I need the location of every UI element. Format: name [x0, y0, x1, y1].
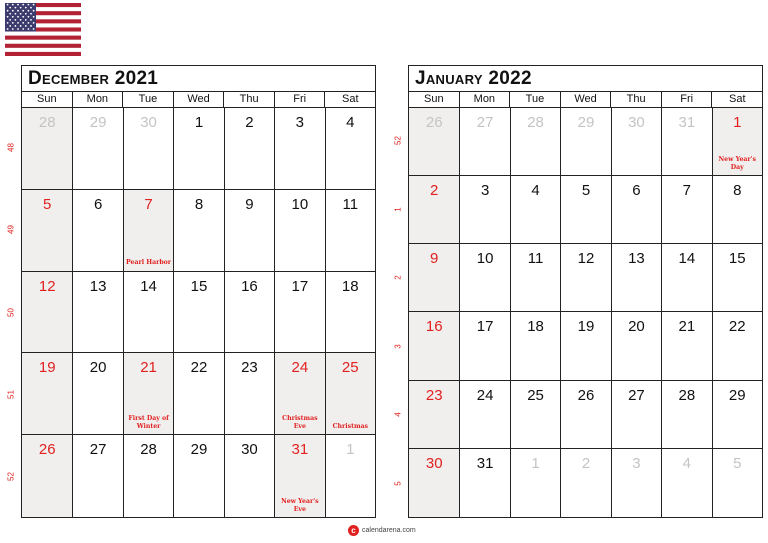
day-number: 13 [628, 250, 645, 268]
day-number: 18 [341, 277, 359, 295]
calendar-title: January 2022 [409, 66, 762, 92]
day-number: 1 [531, 454, 540, 472]
day-cell[interactable] [173, 435, 223, 517]
day-cell[interactable] [123, 190, 173, 272]
us-flag-icon [5, 3, 81, 56]
day-number: 28 [678, 386, 696, 404]
day-cell[interactable] [224, 272, 274, 354]
day-number: 11 [342, 195, 359, 213]
day-cell[interactable] [72, 272, 122, 354]
day-cell[interactable] [274, 108, 324, 190]
week-number: 52 [6, 471, 16, 481]
day-cell[interactable] [611, 449, 661, 517]
day-number: 3 [632, 454, 641, 472]
day-number: 21 [678, 318, 696, 336]
day-cell[interactable] [459, 244, 509, 312]
day-cell[interactable] [560, 108, 610, 176]
day-number: 14 [678, 250, 696, 268]
day-number: 26 [425, 114, 443, 131]
day-cell[interactable] [224, 190, 274, 272]
week-number: 49 [6, 225, 16, 235]
day-number: 4 [682, 454, 692, 472]
day-cell[interactable] [409, 244, 459, 312]
day-number: 28 [38, 114, 56, 131]
day-cell[interactable] [712, 244, 762, 312]
day-cell[interactable] [712, 381, 762, 449]
day-cell[interactable] [123, 272, 173, 354]
day-number: 1 [194, 114, 204, 131]
day-cell[interactable] [611, 312, 661, 380]
day-number: 5 [43, 195, 52, 213]
day-number: 28 [527, 114, 544, 131]
holiday-label: Christmas [332, 422, 368, 430]
day-cell[interactable] [510, 381, 560, 449]
weekday-label: Fri [274, 92, 325, 107]
day-number: 30 [628, 114, 645, 131]
weekday-label: Fri [661, 92, 712, 107]
day-number: 8 [733, 182, 742, 200]
day-cell[interactable] [173, 272, 223, 354]
day-number: 4 [346, 114, 355, 131]
day-cell[interactable] [22, 435, 72, 517]
holiday-label: Pearl Harbor [126, 259, 172, 267]
day-cell[interactable] [510, 108, 560, 176]
day-number: 30 [425, 454, 443, 472]
day-cell[interactable] [560, 312, 610, 380]
week-number: 2 [393, 275, 403, 280]
day-cell[interactable] [22, 353, 72, 435]
day-number: 9 [245, 195, 254, 213]
weekday-label: Tue [509, 92, 560, 107]
day-cell[interactable] [459, 381, 509, 449]
day-number: 24 [291, 359, 309, 377]
day-number: 11 [527, 250, 544, 268]
month-grid [409, 108, 762, 517]
day-cell[interactable] [22, 272, 72, 354]
day-number: 16 [425, 318, 443, 336]
day-cell[interactable] [409, 312, 459, 380]
day-number: 5 [581, 182, 591, 200]
day-number: 27 [628, 386, 645, 404]
weekday-label: Wed [173, 92, 224, 107]
weekday-label: Sun [424, 93, 444, 105]
day-cell[interactable] [712, 176, 762, 244]
holiday-label: New Year's Eve [281, 498, 319, 513]
site-footer [348, 525, 416, 536]
day-number: 13 [89, 277, 107, 295]
day-cell[interactable] [325, 108, 375, 190]
calendar-title: December 2021 [22, 66, 375, 92]
day-number: 30 [140, 114, 157, 131]
day-number: 29 [89, 114, 107, 131]
calendar-january-2022 [408, 65, 763, 518]
day-cell[interactable] [459, 449, 509, 517]
day-number: 14 [140, 277, 157, 295]
day-cell[interactable] [560, 381, 610, 449]
day-cell[interactable] [274, 190, 324, 272]
day-number: 31 [678, 114, 696, 131]
weekday-label: Mon [72, 92, 123, 107]
day-number: 29 [190, 441, 208, 459]
holiday-label: New Year's Day [718, 156, 757, 171]
day-cell[interactable] [409, 176, 459, 244]
day-number: 1 [733, 114, 742, 131]
day-number: 20 [89, 359, 107, 377]
day-cell[interactable] [510, 449, 560, 517]
day-number: 7 [144, 195, 153, 213]
holiday-label: First Day of Winter [128, 415, 169, 430]
day-cell[interactable] [123, 108, 173, 190]
day-number: 2 [430, 182, 439, 200]
day-number: 10 [291, 195, 309, 213]
day-number: 23 [241, 359, 258, 377]
day-number: 15 [728, 250, 746, 268]
day-number: 16 [241, 277, 258, 295]
day-number: 5 [733, 454, 742, 472]
weekday-label: Sun [37, 93, 57, 105]
day-number: 7 [682, 182, 692, 200]
day-number: 31 [476, 454, 494, 472]
day-number: 12 [577, 250, 595, 268]
day-cell[interactable] [123, 353, 173, 435]
day-number: 3 [480, 182, 490, 200]
day-number: 28 [140, 441, 157, 459]
day-cell[interactable] [173, 108, 223, 190]
day-number: 27 [89, 441, 107, 459]
day-cell[interactable] [274, 435, 324, 517]
weekday-label: Thu [223, 92, 274, 107]
day-cell[interactable] [409, 449, 459, 517]
day-number: 4 [531, 182, 540, 200]
day-cell[interactable] [173, 190, 223, 272]
day-cell[interactable] [661, 244, 711, 312]
day-cell[interactable] [224, 353, 274, 435]
day-cell[interactable] [661, 381, 711, 449]
day-cell[interactable] [611, 381, 661, 449]
holiday-label: Christmas Eve [282, 415, 318, 430]
day-number: 15 [190, 277, 208, 295]
day-cell[interactable] [712, 449, 762, 517]
day-cell[interactable] [510, 176, 560, 244]
day-number: 18 [527, 318, 544, 336]
day-number: 30 [241, 441, 258, 459]
day-cell[interactable] [510, 244, 560, 312]
week-number: 4 [393, 412, 403, 417]
day-cell[interactable] [560, 449, 610, 517]
day-cell[interactable] [325, 272, 375, 354]
day-cell[interactable] [325, 353, 375, 435]
day-number: 12 [38, 277, 56, 295]
month-grid [22, 108, 375, 517]
weekday-label: Sat [711, 92, 762, 107]
day-cell[interactable] [325, 190, 375, 272]
day-number: 31 [291, 441, 309, 459]
day-number: 10 [476, 250, 494, 268]
day-cell[interactable] [72, 353, 122, 435]
week-number: 48 [6, 143, 16, 153]
day-number: 8 [194, 195, 204, 213]
week-number: 50 [6, 307, 16, 317]
day-cell[interactable] [611, 108, 661, 176]
day-number: 2 [581, 454, 591, 472]
day-number: 9 [430, 250, 439, 268]
day-number: 25 [527, 386, 544, 404]
day-number: 2 [245, 114, 254, 131]
day-cell[interactable] [560, 176, 610, 244]
weekday-label: Sat [324, 92, 375, 107]
day-cell[interactable] [22, 108, 72, 190]
day-cell[interactable] [72, 108, 122, 190]
day-cell[interactable] [224, 435, 274, 517]
weekday-label: Mon [459, 92, 510, 107]
day-cell[interactable] [459, 176, 509, 244]
day-cell[interactable] [173, 353, 223, 435]
week-number: 1 [393, 207, 403, 212]
day-cell[interactable] [224, 108, 274, 190]
day-cell[interactable] [409, 381, 459, 449]
weekday-label: Thu [610, 92, 661, 107]
day-number: 17 [476, 318, 494, 336]
day-cell[interactable] [661, 449, 711, 517]
day-number: 26 [38, 441, 56, 459]
weekday-label: Wed [560, 92, 611, 107]
day-number: 3 [295, 114, 305, 131]
day-cell[interactable] [274, 272, 324, 354]
day-number: 23 [425, 386, 443, 404]
calendar-december-2021 [21, 65, 376, 518]
day-number: 27 [476, 114, 494, 131]
day-cell[interactable] [72, 190, 122, 272]
day-number: 26 [577, 386, 595, 404]
day-number: 20 [628, 318, 645, 336]
weekday-header-row [409, 92, 762, 108]
day-number: 1 [346, 441, 355, 459]
day-cell[interactable] [611, 244, 661, 312]
day-cell[interactable] [661, 108, 711, 176]
day-cell[interactable] [72, 435, 122, 517]
day-number: 19 [577, 318, 595, 336]
day-number: 17 [291, 277, 309, 295]
day-cell[interactable] [712, 108, 762, 176]
day-cell[interactable] [22, 190, 72, 272]
day-cell[interactable] [712, 312, 762, 380]
day-cell[interactable] [459, 108, 509, 176]
day-number: 6 [632, 182, 641, 200]
week-number: 52 [393, 136, 403, 146]
week-number: 5 [393, 481, 403, 486]
day-cell[interactable] [611, 176, 661, 244]
day-number: 29 [577, 114, 595, 131]
day-cell[interactable] [325, 435, 375, 517]
day-number: 21 [140, 359, 157, 377]
day-number: 22 [190, 359, 208, 377]
day-number: 29 [728, 386, 746, 404]
day-cell[interactable] [560, 244, 610, 312]
day-cell[interactable] [510, 312, 560, 380]
day-number: 25 [341, 359, 359, 377]
day-number: 19 [38, 359, 56, 377]
week-number: 51 [6, 389, 16, 399]
day-cell[interactable] [459, 312, 509, 380]
day-cell[interactable] [661, 312, 711, 380]
day-cell[interactable] [661, 176, 711, 244]
day-number: 6 [93, 195, 103, 213]
day-number: 24 [476, 386, 494, 404]
site-name: calendarena.com [362, 527, 416, 534]
day-number: 22 [728, 318, 746, 336]
day-cell[interactable] [274, 353, 324, 435]
day-cell[interactable] [123, 435, 173, 517]
weekday-label: Tue [122, 92, 173, 107]
weekday-header-row [22, 92, 375, 108]
week-number: 3 [393, 344, 403, 349]
day-cell[interactable] [409, 108, 459, 176]
calendarena-logo-icon: c [348, 525, 359, 536]
